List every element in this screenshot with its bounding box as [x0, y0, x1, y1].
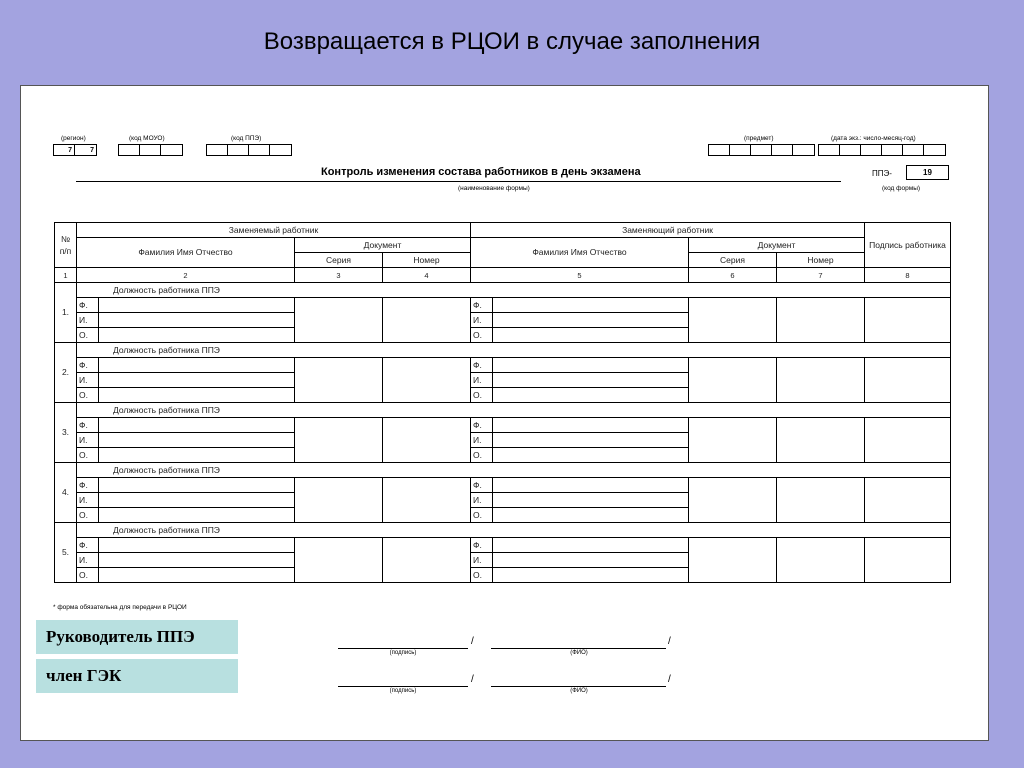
slash: /: [471, 636, 474, 647]
fio-letter: О.: [77, 508, 99, 523]
position-label: Должность работника ППЭ: [77, 403, 951, 418]
replaced-fio-cell[interactable]: [99, 328, 295, 343]
col-number: 2: [77, 268, 295, 283]
position-label: Должность работника ППЭ: [77, 523, 951, 538]
replaced-fio-cell[interactable]: [99, 553, 295, 568]
fio-letter: О.: [471, 508, 493, 523]
replacing-worker-header: Заменяющий работник: [471, 223, 865, 238]
replacing-fio-cell[interactable]: [493, 373, 689, 388]
replacing-number-cell[interactable]: [777, 358, 865, 403]
form-name-caption: (наименование формы): [458, 185, 530, 192]
replaced-fio-cell[interactable]: [99, 433, 295, 448]
col-num-header: № п/п: [55, 223, 77, 268]
replaced-number-header: Номер: [383, 253, 471, 268]
replacing-number-cell[interactable]: [777, 298, 865, 343]
replaced-fio-cell[interactable]: [99, 418, 295, 433]
fio-letter: О.: [77, 448, 99, 463]
row-number: 4.: [55, 463, 77, 523]
replacing-fio-cell[interactable]: [493, 298, 689, 313]
col-number: 5: [471, 268, 689, 283]
replacing-series-cell[interactable]: [689, 358, 777, 403]
head-fio-line[interactable]: [491, 648, 666, 649]
fio-letter: Ф.: [77, 298, 99, 313]
region-boxes[interactable]: [53, 144, 97, 156]
fio-letter: О.: [471, 568, 493, 583]
col-number: 7: [777, 268, 865, 283]
replaced-series-cell[interactable]: [295, 418, 383, 463]
replacing-fio-cell[interactable]: [493, 433, 689, 448]
signature-cell[interactable]: [865, 418, 951, 463]
fio-letter: О.: [471, 388, 493, 403]
fio-letter: И.: [77, 553, 99, 568]
replaced-series-cell[interactable]: [295, 298, 383, 343]
replacing-fio-cell[interactable]: [493, 478, 689, 493]
replaced-number-cell[interactable]: [383, 538, 471, 583]
fio-letter: Ф.: [471, 538, 493, 553]
fio-letter: И.: [77, 433, 99, 448]
replacing-fio-header: Фамилия Имя Отчество: [471, 238, 689, 268]
replaced-fio-cell[interactable]: [99, 358, 295, 373]
fio-letter: Ф.: [77, 358, 99, 373]
form-document: [20, 85, 989, 741]
replacing-number-cell[interactable]: [777, 478, 865, 523]
exam-date-boxes[interactable]: [818, 144, 946, 156]
replaced-series-cell[interactable]: [295, 538, 383, 583]
fio-letter: И.: [471, 493, 493, 508]
ppe-code-boxes[interactable]: [206, 144, 292, 156]
replacing-fio-cell[interactable]: [493, 493, 689, 508]
signature-cell[interactable]: [865, 538, 951, 583]
fio-letter: Ф.: [471, 358, 493, 373]
mouo-boxes[interactable]: [118, 144, 183, 156]
replacing-fio-cell[interactable]: [493, 538, 689, 553]
fio-letter: О.: [77, 328, 99, 343]
replaced-series-header: Серия: [295, 253, 383, 268]
fio-letter: О.: [471, 328, 493, 343]
replaced-number-cell[interactable]: [383, 358, 471, 403]
col-number: 1: [55, 268, 77, 283]
replaced-number-cell[interactable]: [383, 298, 471, 343]
slash: /: [471, 674, 474, 685]
subject-label: (предмет): [744, 135, 774, 142]
ppe-prefix: ППЭ-: [872, 169, 892, 178]
replacing-fio-cell[interactable]: [493, 313, 689, 328]
region-label: (регион): [61, 135, 86, 142]
slide-title: Возвращается в РЦОИ в случае заполнения: [263, 28, 761, 55]
replacing-series-cell[interactable]: [689, 418, 777, 463]
region-digit: 7: [90, 147, 94, 154]
replaced-number-cell[interactable]: [383, 418, 471, 463]
fio-caption: (ФИО): [570, 688, 588, 694]
fio-letter: Ф.: [471, 418, 493, 433]
row-number: 3.: [55, 403, 77, 463]
replacing-number-header: Номер: [777, 253, 865, 268]
ppe-code-label: (код ППЭ): [231, 135, 262, 142]
fio-letter: О.: [471, 448, 493, 463]
replaced-fio-cell[interactable]: [99, 373, 295, 388]
replacing-series-cell[interactable]: [689, 538, 777, 583]
replacing-fio-cell[interactable]: [493, 358, 689, 373]
replacing-fio-cell[interactable]: [493, 388, 689, 403]
col-number: 6: [689, 268, 777, 283]
replaced-fio-cell[interactable]: [99, 568, 295, 583]
gek-member-label: член ГЭК: [36, 659, 238, 693]
replaced-worker-header: Заменяемый работник: [77, 223, 471, 238]
fio-letter: И.: [471, 373, 493, 388]
replaced-fio-cell[interactable]: [99, 508, 295, 523]
subject-boxes[interactable]: [708, 144, 815, 156]
replacing-fio-cell[interactable]: [493, 568, 689, 583]
head-ppe-label: Руководитель ППЭ: [36, 620, 238, 654]
sign-caption: (подпись): [389, 650, 417, 656]
position-label: Должность работника ППЭ: [77, 463, 951, 478]
col-number: 8: [865, 268, 951, 283]
col-number: 3: [295, 268, 383, 283]
signature-cell[interactable]: [865, 298, 951, 343]
replacing-number-cell[interactable]: [777, 538, 865, 583]
replacing-fio-cell[interactable]: [493, 448, 689, 463]
form-title: Контроль изменения состава работников в день экзамена: [321, 166, 641, 178]
signature-cell[interactable]: [865, 478, 951, 523]
fio-letter: И.: [77, 493, 99, 508]
replaced-fio-cell[interactable]: [99, 493, 295, 508]
replacing-series-cell[interactable]: [689, 478, 777, 523]
form-code-caption: (код формы): [882, 185, 921, 192]
position-label: Должность работника ППЭ: [77, 343, 951, 358]
gek-fio-line[interactable]: [491, 686, 666, 687]
fio-letter: И.: [471, 433, 493, 448]
form-code-box: 19: [906, 165, 949, 180]
row-number: 1.: [55, 283, 77, 343]
fio-letter: И.: [471, 553, 493, 568]
fio-letter: Ф.: [77, 418, 99, 433]
fio-letter: О.: [77, 388, 99, 403]
replaced-fio-cell[interactable]: [99, 538, 295, 553]
replaced-fio-cell[interactable]: [99, 298, 295, 313]
replaced-fio-cell[interactable]: [99, 478, 295, 493]
signature-header: Подпись работника: [865, 223, 951, 268]
fio-letter: И.: [471, 313, 493, 328]
replaced-fio-cell[interactable]: [99, 448, 295, 463]
col-number: 4: [383, 268, 471, 283]
replaced-series-cell[interactable]: [295, 478, 383, 523]
workers-table: [54, 222, 951, 583]
fio-letter: Ф.: [471, 298, 493, 313]
replacing-series-cell[interactable]: [689, 298, 777, 343]
fio-letter: И.: [77, 373, 99, 388]
fio-caption: (ФИО): [570, 650, 588, 656]
row-number: 5.: [55, 523, 77, 583]
replaced-fio-header: Фамилия Имя Отчество: [77, 238, 295, 268]
replaced-fio-cell[interactable]: [99, 388, 295, 403]
replaced-series-cell[interactable]: [295, 358, 383, 403]
fio-letter: О.: [77, 568, 99, 583]
row-number: 2.: [55, 343, 77, 403]
fio-letter: Ф.: [471, 478, 493, 493]
replaced-document-header: Документ: [295, 238, 471, 253]
signature-cell[interactable]: [865, 358, 951, 403]
replacing-fio-cell[interactable]: [493, 328, 689, 343]
form-title-underline: [76, 181, 841, 182]
mouo-label: (код МОУО): [129, 135, 165, 142]
replacing-number-cell[interactable]: [777, 418, 865, 463]
footnote: * форма обязательна для передачи в РЦОИ: [53, 604, 187, 611]
slash: /: [668, 674, 671, 685]
exam-date-label: (дата экз.: число-месяц-год): [831, 135, 916, 142]
replaced-fio-cell[interactable]: [99, 313, 295, 328]
replaced-number-cell[interactable]: [383, 478, 471, 523]
gek-sign-line[interactable]: [338, 686, 468, 687]
region-digit: 7: [54, 145, 75, 155]
fio-letter: Ф.: [77, 538, 99, 553]
replacing-fio-cell[interactable]: [493, 418, 689, 433]
replacing-fio-cell[interactable]: [493, 553, 689, 568]
sign-caption: (подпись): [389, 688, 417, 694]
fio-letter: И.: [77, 313, 99, 328]
fio-letter: Ф.: [77, 478, 99, 493]
replacing-fio-cell[interactable]: [493, 508, 689, 523]
replacing-document-header: Документ: [689, 238, 865, 253]
position-label: Должность работника ППЭ: [77, 283, 951, 298]
head-sign-line[interactable]: [338, 648, 468, 649]
replacing-series-header: Серия: [689, 253, 777, 268]
slash: /: [668, 636, 671, 647]
